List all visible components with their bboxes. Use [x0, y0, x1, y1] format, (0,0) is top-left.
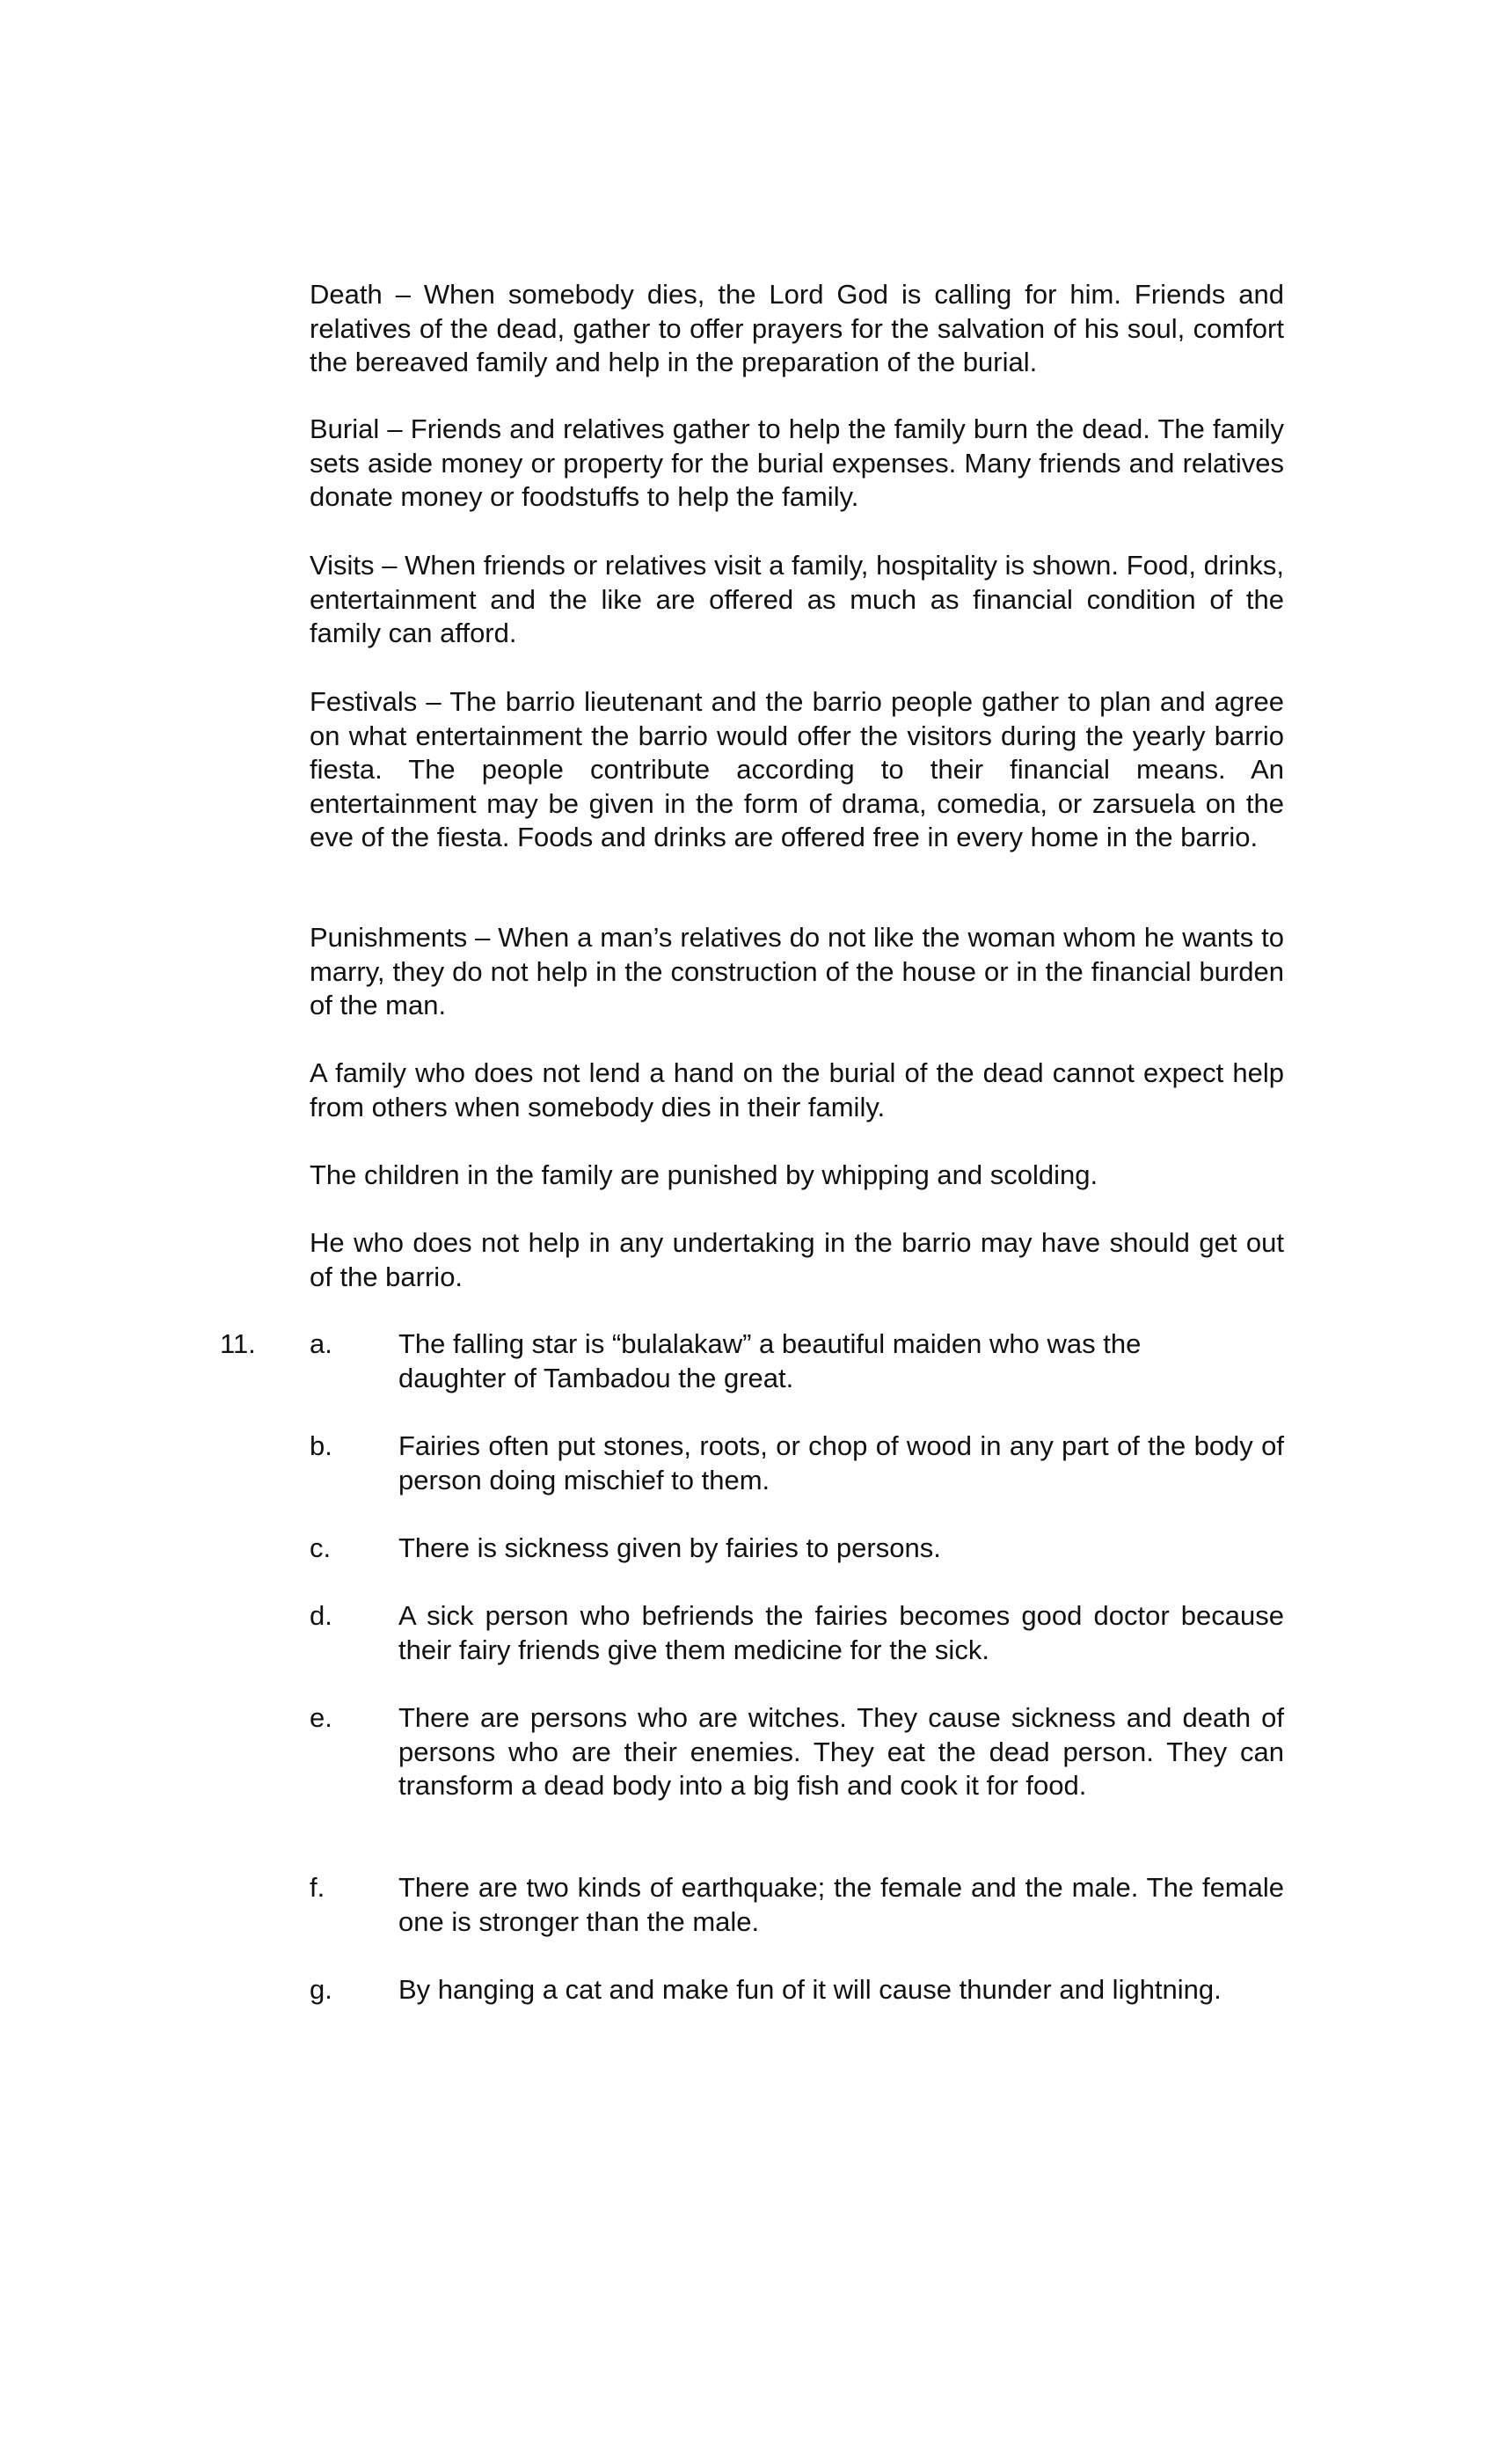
paragraph-burial: Burial – Friends and relatives gather to help the family burn the dead. The family sets aside money or property for the burial expenses. Many friends and relatives donate money or foodstuffs to help the family. — [310, 413, 1284, 512]
item-letter: b. — [310, 1430, 332, 1461]
item-letter: a. — [310, 1328, 332, 1359]
item-text: The falling star is “bulalakaw” a beautiful maiden who was the daughter of Tambadou the great. — [398, 1328, 1142, 1393]
item-text: Fairies often put stones, roots, or chop of wood in any part of the body of person doing mischief to them. — [398, 1430, 1284, 1495]
paragraph-family-burial: A family who does not lend a hand on the burial of the dead cannot expect help from others when somebody dies in their family. — [310, 1057, 1284, 1122]
item-text: There are persons who are witches. They cause sickness and death of persons who are their enemies. They eat the dead person. They can transform a dead body into a big fish and cook it for food. — [398, 1702, 1284, 1801]
item-text: A sick person who befriends the fairies becomes good doctor because their fairy friends give them medicine for the sick. — [398, 1600, 1284, 1665]
item-letter: d. — [310, 1600, 332, 1631]
section-number: 11. — [220, 1328, 256, 1359]
paragraph-undertaking: He who does not help in any undertaking in the barrio may have should get out of the barrio. — [310, 1227, 1284, 1292]
paragraph-visits: Visits – When friends or relatives visit a family, hospitality is shown. Food, drinks, entertainment and the like are offered as much as financial condition of the family can afford. — [310, 550, 1284, 648]
item-letter: g. — [310, 1974, 332, 2005]
item-letter: f. — [310, 1872, 325, 1903]
paragraph-festivals: Festivals – The barrio lieutenant and the barrio people gather to plan and agree on what entertainment the barrio would offer the visitors during the yearly barrio fiesta. The people contribute according to their financial means. An entertainment may be given in the form of drama, comedia, or zarsuela on the eve of the fiesta. Foods and drinks are offered free in every home in the barrio. — [310, 686, 1284, 852]
paragraph-children: The children in the family are punished by whipping and scolding. — [310, 1159, 1098, 1190]
paragraph-death: Death – When somebody dies, the Lord God is calling for him. Friends and relatives of the dead, gather to offer prayers for the salvation of his soul, comfort the bereaved family and help in the preparation of the burial. — [310, 279, 1284, 377]
item-text: There is sickness given by fairies to persons. — [398, 1532, 941, 1563]
item-letter: e. — [310, 1702, 332, 1733]
item-letter: c. — [310, 1532, 332, 1563]
paragraph-punishments: Punishments – When a man’s relatives do not like the woman whom he wants to marry, they do not help in the construction of the house or in the financial burden of the man. — [310, 922, 1284, 1020]
item-text: There are two kinds of earthquake; the female and the male. The female one is stronger than the male. — [398, 1872, 1284, 1937]
item-text: By hanging a cat and make fun of it will cause thunder and lightning. — [398, 1974, 1222, 2005]
